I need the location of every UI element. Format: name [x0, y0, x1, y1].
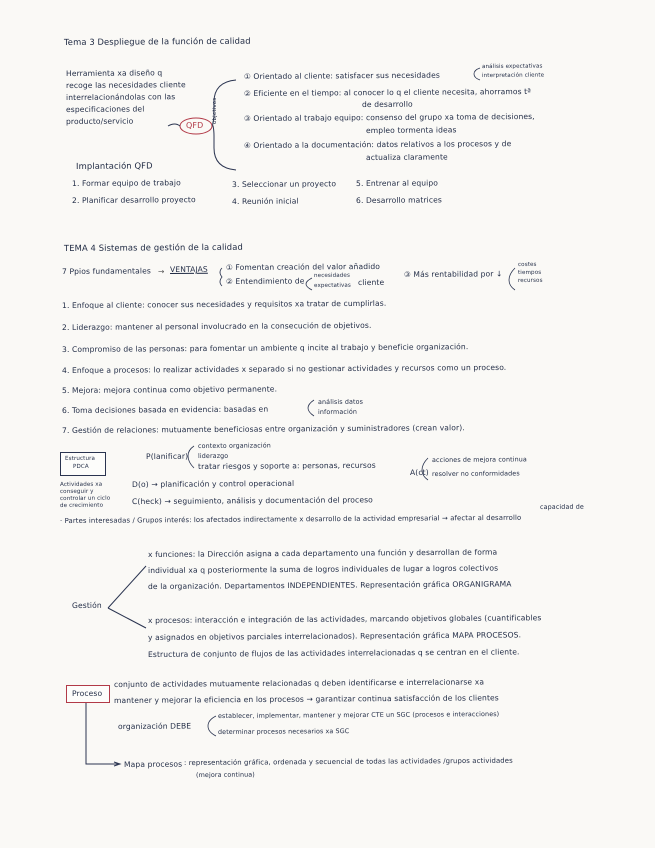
- ventaja-3-recursos: recursos: [517, 277, 543, 284]
- needs-brace-top: análisis expectativas: [481, 63, 543, 70]
- qfd-objective-2: ② Eficiente en el tiempo: al conocer lo q el cliente necesita, ahorramos tª: [243, 86, 531, 98]
- ventaja-2-c: cliente: [357, 277, 385, 287]
- tilde-arrow: [168, 124, 180, 126]
- evidencia-brace: [308, 400, 314, 416]
- ventajas-brace: [220, 268, 222, 286]
- tema3-left-line-5: producto/servicio: [65, 116, 134, 126]
- act-item-1: acciones de mejora continua: [431, 455, 527, 464]
- tema4-title: TEMA 4 Sistemas de gestión de la calidad: [63, 241, 243, 253]
- impl-step-5: 5. Entrenar al equipo: [355, 178, 439, 188]
- principle-6-informacion: información: [317, 407, 358, 416]
- proceso-def-2: mantener y mejorar la eficiencia en los procesos → garantizar continua satisfacción de los clientes: [113, 693, 499, 705]
- ventaja-3-tiempos: tiempos: [517, 269, 542, 276]
- ventaja-3: ③ Más rentabilidad por ↓: [403, 269, 503, 279]
- principle-4: 4. Enfoque a procesos: lo realizar actividades x separado si no gestionar actividades y recursos como un proceso.: [61, 362, 507, 375]
- qfd-objective-3-cont: empleo tormenta ideas: [365, 125, 457, 135]
- needs-exp-brace: [306, 278, 312, 290]
- ventaja-3-costes: costes: [517, 261, 537, 268]
- objetivos-brace: [213, 80, 236, 170]
- pdca-note-3: controlar un ciclo: [59, 495, 111, 502]
- ventajas-label: VENTAJAS: [169, 264, 208, 274]
- costes-brace: [509, 268, 515, 290]
- plan-item-3: tratar riesgos y soporte a: personas, recursos: [197, 460, 376, 471]
- funciones-line-3: de la organización. Departamentos INDEPENDIENTES. Representación gráfica ORGANIGRAMA: [147, 579, 512, 591]
- objetivos-label: objetivos: [212, 97, 218, 124]
- ventaja-1: ① Fomentan creación del valor añadido: [225, 261, 381, 272]
- impl-step-6: 6. Desarrollo matrices: [355, 195, 442, 205]
- needs-brace: [474, 68, 480, 80]
- principios-label: 7 Ppios fundamentales: [61, 266, 151, 276]
- plan-brace: [188, 446, 194, 468]
- impl-step-2: 2. Planificar desarrollo proyecto: [71, 195, 196, 205]
- qfd-objective-4: ④ Orientado a la documentación: datos relativos a los procesos y de: [243, 139, 512, 150]
- proceso-def-1: conjunto de actividades mutuamente relacionadas q deben identificarse e interrelacionarse xa: [113, 677, 485, 689]
- mapa-def-1: : representación gráfica, ordenada y secuencial de todas las actividades /grupos actividades: [183, 756, 513, 767]
- procesos-line-2: y asignados en objetivos parciales interrelacionados). Representación gráfica MAPA PROCESOS.: [147, 630, 522, 642]
- act-item-2: resolver no conformidades: [431, 469, 520, 478]
- proceso-arrowhead: [114, 762, 120, 766]
- plan-label: P(lanificar): [145, 451, 189, 461]
- procesos-line-1: x procesos: interacción e integración de las actividades, marcando objetivos globales (cuantificables: [147, 613, 542, 625]
- ventaja-2-b: expectativas: [313, 282, 351, 289]
- ventaja-2: ② Entendimiento de: [225, 276, 305, 286]
- needs-brace-bottom: interpretación cliente: [481, 72, 545, 79]
- proceso-connector: [86, 702, 118, 764]
- tema3-left-line-4: especificaciones del: [65, 104, 145, 114]
- ventaja-2-a: necesidades: [313, 272, 350, 279]
- qfd-label: QFD: [185, 120, 204, 130]
- tema3-left-line-2: recoge las necesidades cliente: [65, 80, 186, 90]
- proceso-box-label: Proceso: [71, 688, 103, 698]
- qfd-objective-3: ③ Orientado al trabajo equipo: consenso del grupo xa toma de decisiones,: [243, 111, 535, 123]
- funciones-line-2: individual xa q posteriormente la suma de logros individuales de lugar a logros colectivos: [147, 563, 499, 575]
- implantacion-title: Implantación QFD: [75, 160, 153, 171]
- debe-item-2: determinar procesos necesarios xa SGC: [217, 727, 350, 736]
- tema3-title: Tema 3 Despliegue de la función de calidad: [63, 35, 251, 47]
- gestion-up-line: [108, 566, 146, 608]
- impl-step-1: 1. Formar equipo de trabajo: [71, 178, 181, 188]
- debe-brace: [208, 716, 216, 736]
- plan-item-2: liderazgo: [197, 451, 229, 460]
- principle-1: 1. Enfoque al cliente: conocer sus necesidades y requisitos xa tratar de cumplirlas.: [61, 298, 387, 310]
- mapa-procesos-label: Mapa procesos: [123, 759, 183, 769]
- gestion-label: Gestión: [71, 600, 102, 610]
- principle-6: 6. Toma decisiones basada en evidencia: basadas en: [61, 404, 269, 415]
- principle-5: 5. Mejora: mejora continua como objetivo permanente.: [61, 384, 278, 395]
- organizacion-debe: organización DEBE: [117, 721, 192, 731]
- pdca-note-4: de crecimiento: [59, 502, 104, 509]
- pdca-note-2: conseguir y: [59, 488, 94, 495]
- check-step: C(heck) → seguimiento, análisis y documentación del proceso: [131, 495, 373, 506]
- act-label: A(ct): [409, 467, 429, 477]
- pdca-box: [60, 452, 106, 476]
- partes-interesadas: · Partes interesadas / Grupos interés: los afectados indirectamente x desarrollo de la actividad empresarial → afectar al desarrollo: [59, 513, 522, 525]
- arrow-1: →: [157, 266, 165, 276]
- principle-3: 3. Compromiso de las personas: para fomentar un ambiente q incite al trabajo y beneficie organización.: [61, 342, 469, 354]
- gestion-down-line: [108, 608, 146, 628]
- funciones-line-1: x funciones: la Dirección asigna a cada departamento una función y desarrollan de forma: [147, 547, 498, 559]
- proceso-box: [66, 685, 110, 703]
- principle-7: 7. Gestión de relaciones: mutuamente beneficiosas entre organización y suministradores (crean valor).: [61, 423, 465, 435]
- plan-item-1: contexto organización: [197, 441, 271, 450]
- pdca-box-line-2: PDCA: [72, 463, 89, 470]
- tema3-left-line-3: interrelacionándolas con las: [65, 92, 176, 102]
- debe-item-1: establecer, implementar, mantener y mejorar CTE un SGC (procesos e interacciones): [217, 710, 500, 720]
- procesos-line-3: Estructura de conjunto de flujos de las actividades interrelacionadas q se centran en el cliente.: [147, 647, 520, 659]
- qfd-objective-1: ① Orientado al cliente: satisfacer sus necesidades: [243, 70, 440, 81]
- impl-step-3: 3. Seleccionar un proyecto: [231, 179, 337, 189]
- do-step: D(o) → planificación y control operacional: [131, 478, 295, 489]
- qfd-objective-4-cont: actualiza claramente: [365, 152, 448, 162]
- principle-6-analisis: análisis datos: [317, 397, 364, 406]
- qfd-objective-2-cont: de desarrollo: [361, 99, 413, 109]
- principle-2: 2. Liderazgo: mantener al personal involucrado en la consecución de objetivos.: [61, 320, 372, 332]
- pdca-note-1: Actividades xa: [59, 481, 103, 488]
- mapa-def-2: (mejora continua): [195, 770, 255, 779]
- impl-step-4: 4. Reunión inicial: [231, 196, 299, 206]
- tema3-left-line-1: Herramienta xa diseño q: [65, 68, 163, 78]
- pdca-box-line-1: Estructura: [64, 455, 96, 462]
- partes-extra: capacidad de: [539, 502, 584, 511]
